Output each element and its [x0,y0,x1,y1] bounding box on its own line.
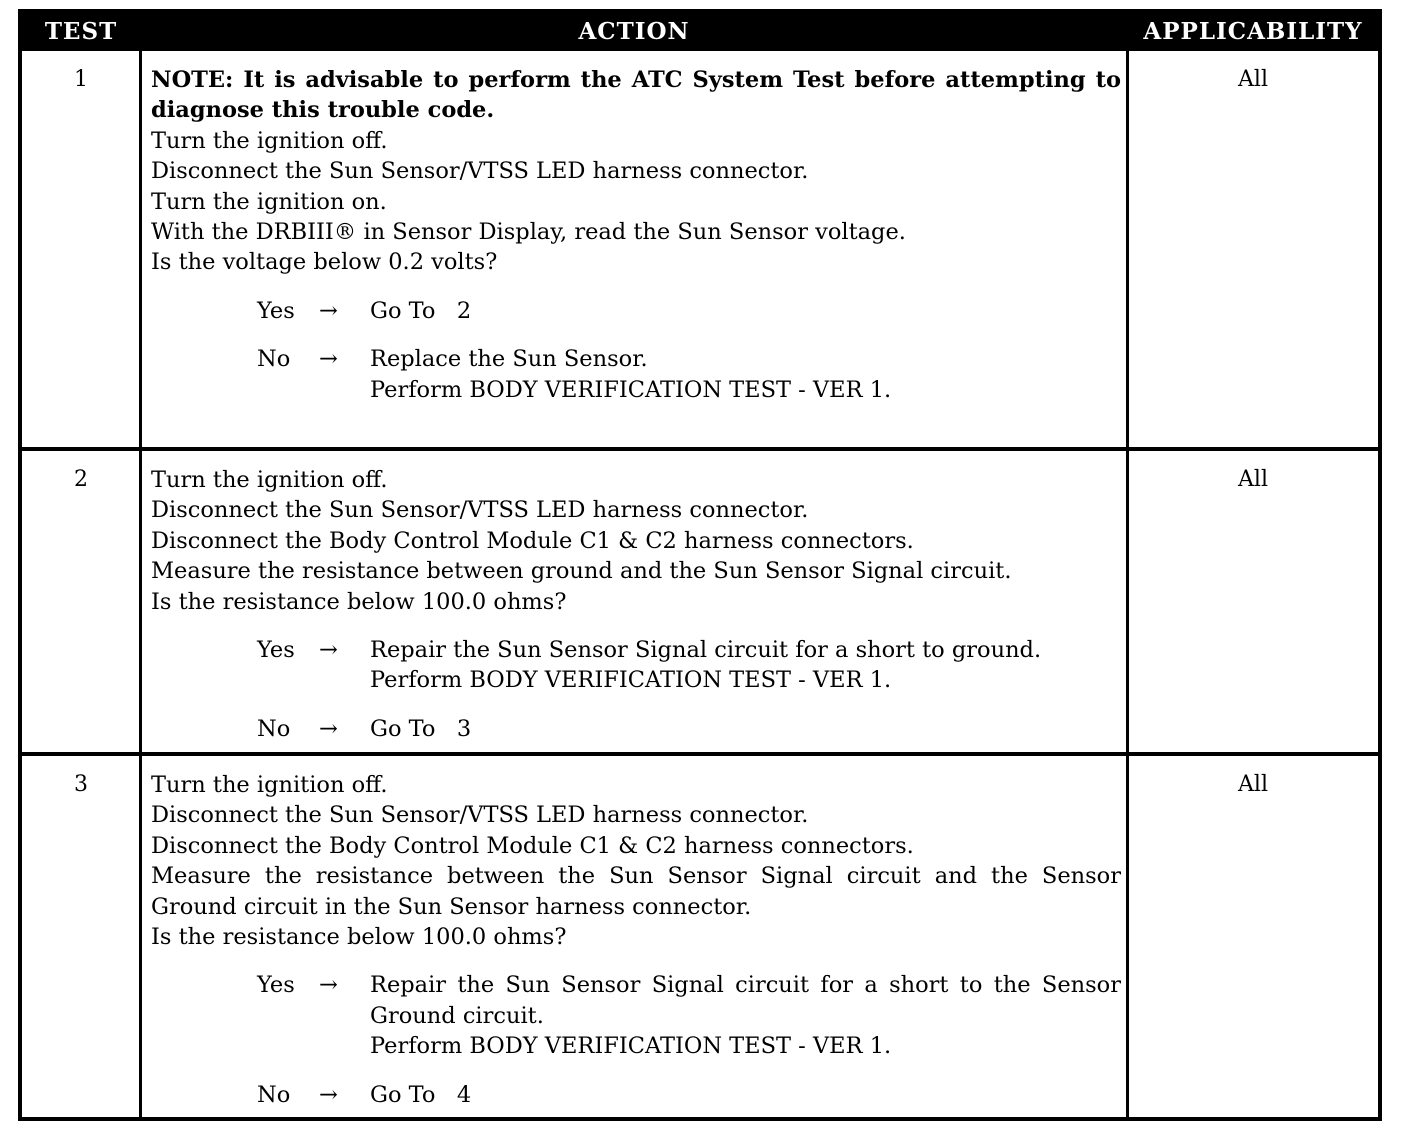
table-row [22,756,1378,1117]
right-arrow-icon: → [319,637,338,664]
applicability-value: All [1238,772,1268,797]
header-applicability: APPLICABILITY [1143,18,1363,45]
step-text: Turn the ignition on. [151,188,387,215]
step-text: Measure the resistance between the Sun Sensor Signal circuit and the Sensor Ground circuit in the Sun Sensor harness connector. [151,863,1121,920]
answer-label: No [257,715,291,742]
header-test: TEST [44,18,118,45]
step-text: Disconnect the Body Control Module C1 & C2 harness connectors. [151,832,914,859]
result-text: Go To 4 [370,1081,472,1108]
result-text: Go To 2 [370,297,472,324]
answer-result [370,296,1121,326]
test-number: 3 [74,772,88,797]
answer-label: No [257,346,291,373]
test-number: 1 [74,67,88,92]
header-action: ACTION [578,18,690,45]
step-text: Disconnect the Sun Sensor/VTSS LED harness connector. [151,802,809,829]
answer-label: Yes [257,972,295,999]
answer-yes [151,635,1121,696]
answer-result [370,635,1121,696]
step-text: With the DRBIII® in Sensor Display, read the Sun Sensor voltage. [151,219,906,246]
result-text: Perform BODY VERIFICATION TEST - VER 1. [370,667,892,694]
action-cell [151,465,1121,744]
question-text: Is the voltage below 0.2 volts? [151,249,498,276]
right-arrow-icon: → [319,346,338,373]
table-row [22,51,1378,447]
step-text: Turn the ignition off. [151,127,388,154]
right-arrow-icon: → [319,972,338,999]
answer-result [370,714,1121,744]
answer-no [151,1080,1121,1110]
result-text: Perform BODY VERIFICATION TEST - VER 1. [370,376,892,403]
step-text: Measure the resistance between ground and the Sun Sensor Signal circuit. [151,558,1012,585]
note-text: NOTE: It is advisable to perform the ATC System Test before attempting to diagnose this trouble code. [151,67,1121,124]
step-text: Disconnect the Sun Sensor/VTSS LED harness connector. [151,497,809,524]
step-text: Disconnect the Body Control Module C1 & C2 harness connectors. [151,527,914,554]
answer-yes [151,970,1121,1061]
table-row [22,451,1378,752]
question-text: Is the resistance below 100.0 ohms? [151,588,567,615]
answer-yes [151,296,1121,326]
result-text: Perform BODY VERIFICATION TEST - VER 1. [370,1033,892,1060]
answer-result [370,1080,1121,1110]
answer-label: No [257,1081,291,1108]
result-text: Repair the Sun Sensor Signal circuit for a short to the Sensor Ground circuit. [370,972,1121,1029]
step-text: Turn the ignition off. [151,772,388,798]
right-arrow-icon: → [319,297,338,324]
result-text: Replace the Sun Sensor. [370,346,648,373]
answer-no [151,344,1121,405]
right-arrow-icon: → [319,1081,338,1108]
action-cell [151,65,1121,405]
action-cell [151,770,1121,1110]
test-number: 2 [74,467,88,492]
question-text: Is the resistance below 100.0 ohms? [151,924,567,951]
answer-result [370,344,1121,405]
answer-label: Yes [257,297,295,324]
applicability-value: All [1238,467,1268,492]
answer-label: Yes [257,637,295,664]
answer-no [151,714,1121,744]
diagnostic-table [18,9,1382,1121]
step-text: Disconnect the Sun Sensor/VTSS LED harness connector. [151,158,809,185]
result-text: Repair the Sun Sensor Signal circuit for a short to ground. [370,637,1042,664]
table-header [22,13,1378,51]
step-text: Turn the ignition off. [151,467,388,493]
right-arrow-icon: → [319,715,338,742]
applicability-value: All [1238,67,1268,92]
answer-result [370,970,1121,1061]
result-text: Go To 3 [370,715,472,742]
